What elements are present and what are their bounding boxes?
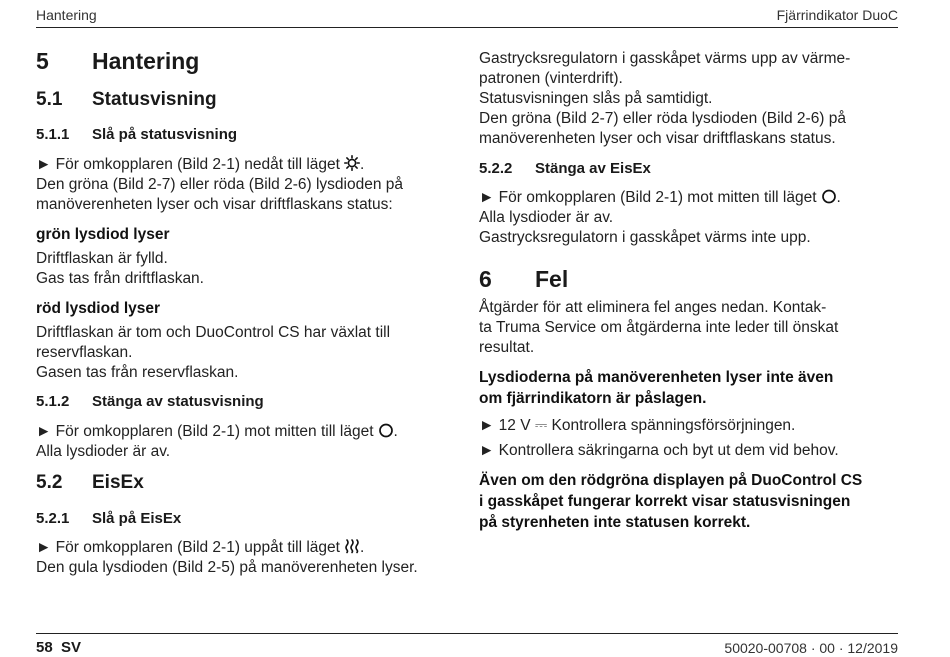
paragraph-line: reservflaskan. [36,344,133,361]
paragraph-line: Den gula lysdioden (Bild 2-5) på manöverenheten lyser. [36,559,418,576]
section-5-1-1-heading [36,126,237,143]
section-number: 5.2.1 [36,510,70,527]
instruction-switch-down: ► För omkopplaren (Bild 2-1) nedåt till läget . [36,156,365,173]
paragraph-line: manöverenheten lyser och visar driftflaskans status. [479,130,836,147]
page-number: 58 SV [36,639,82,656]
section-5-1-heading [36,89,217,111]
paragraph-line: patronen (vinterdrift). [479,70,623,87]
instruction-switch-middle: ► För omkopplaren (Bild 2-1) mot mitten till läget . [479,189,841,206]
red-led-heading: röd lysdiod lyser [36,300,161,317]
paragraph-line: Gastrycksregulatorn i gasskåpet värms inte upp. [479,229,811,246]
note-line: Även om den rödgröna displayen på DuoControl CS [479,472,863,489]
section-5-2-1-heading [36,510,181,527]
paragraph-line: Den gröna (Bild 2-7) eller röda lysdioden (Bild 2-6) på [479,110,847,127]
paragraph-line: ta Truma Service om åtgärderna inte leder till önskat [479,319,839,336]
note-line: i gasskåpet fungerar korrekt visar statusvisningen [479,493,851,510]
instruction-text: ► För omkopplaren (Bild 2-1) nedåt till läget [36,156,340,173]
paragraph-line: resultat. [479,339,535,356]
paragraph-line: Alla lysdioder är av. [36,443,171,460]
section-5-heading [36,48,199,75]
section-title: Fel [535,266,569,292]
sun-mode-icon [344,155,360,171]
section-5-2-2-heading [479,160,651,177]
paragraph-line: Åtgärder för att eliminera fel anges nedan. Kontak- [479,299,827,316]
fault-heading-line: Lysdioderna på manöverenheten lyser inte även [479,369,834,386]
section-number: 5.1.1 [36,126,70,143]
header-rule [36,27,898,28]
instruction-text: ► För omkopplaren (Bild 2-1) uppåt till läget [36,539,340,556]
green-led-heading: grön lysdiod lyser [36,226,170,243]
list-item: ► Kontrollera säkringarna och byt ut dem vid behov. [479,442,839,459]
paragraph-line: Driftflaskan är tom och DuoControl CS har växlat till [36,324,391,341]
section-6-heading [479,266,568,293]
paragraph-line: manöverenheten lyser och visar driftflaskans status: [36,196,393,213]
list-item: ► 12 V ⎓ Kontrollera spänningsförsörjningen. [479,417,796,434]
footer-rule [36,633,898,634]
running-header-right: Fjärrindikator DuoC [776,7,898,23]
section-title: Hantering [92,48,200,74]
section-5-2-heading [36,472,144,494]
running-header-left: Hantering [36,7,97,23]
section-number: 6 [479,266,492,292]
instruction-switch-middle: ► För omkopplaren (Bild 2-1) mot mitten till läget . [36,423,398,440]
section-number: 5 [36,48,49,74]
off-mode-circle-icon [378,422,394,438]
section-title: Stänga av statusvisning [92,393,264,410]
instruction-text: ► För omkopplaren (Bild 2-1) mot mitten till läget [36,423,374,440]
document-reference: 50020-00708 · 00 · 12/2019 [724,640,898,656]
off-mode-circle-icon [821,188,837,204]
paragraph-line: Gas tas från driftflaskan. [36,270,204,287]
section-number: 5.2.2 [479,160,513,177]
section-title: Slå på statusvisning [92,126,238,143]
paragraph-line: Gasen tas från reservflaskan. [36,364,239,381]
fault-heading-line: om fjärrindikatorn är påslagen. [479,390,707,407]
note-line: på styrenheten inte statusen korrekt. [479,514,751,531]
instruction-text: ► För omkopplaren (Bild 2-1) mot mitten till läget [479,189,817,206]
paragraph-line: Statusvisningen slås på samtidigt. [479,90,713,107]
paragraph-line: Den gröna (Bild 2-7) eller röda (Bild 2-6) lysdioden på [36,176,404,193]
section-title: Stänga av EisEx [535,160,651,177]
instruction-switch-up: ► För omkopplaren (Bild 2-1) uppåt till läget . [36,539,365,556]
paragraph-line: Gastrycksregulatorn i gasskåpet värms upp av värme- [479,50,851,67]
paragraph-line: Alla lysdioder är av. [479,209,614,226]
section-title: EisEx [92,472,144,493]
section-number: 5.2 [36,472,63,493]
section-number: 5.1.2 [36,393,70,410]
paragraph-line: Driftflaskan är fylld. [36,250,168,267]
section-5-1-2-heading [36,393,264,410]
section-number: 5.1 [36,89,63,110]
heating-mode-icon [344,538,360,554]
section-title: Slå på EisEx [92,510,182,527]
section-title: Statusvisning [92,89,217,110]
